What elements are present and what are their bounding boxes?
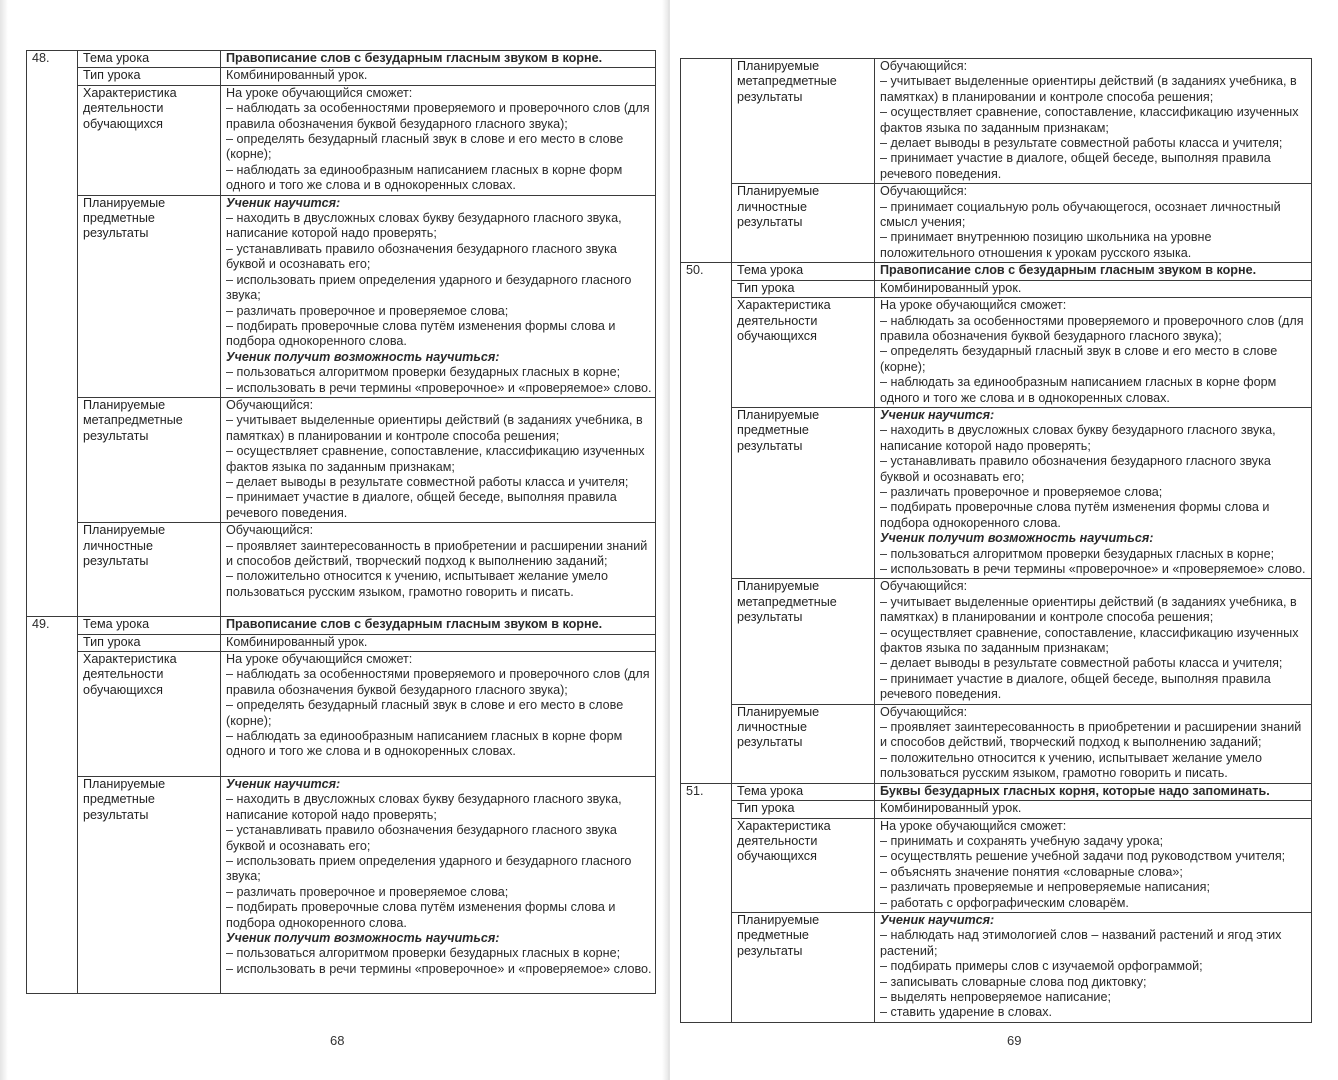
row-content xyxy=(875,818,1312,912)
content-line: – находить в двусложных словах букву безударного гласного звука, написание которой надо проверять; xyxy=(226,211,622,241)
row-label: Тема урока xyxy=(732,783,875,800)
lesson-topic xyxy=(875,783,1312,800)
lesson-number: 49. xyxy=(27,617,78,994)
row-label: Характеристика деятельности обучающихся xyxy=(78,85,221,195)
content-line: – учитывает выделенные ориентиры действий (в заданиях учебника, в памятках) в планировании и контроле способа решения; xyxy=(226,413,643,443)
content-line: Обучающийся: xyxy=(226,397,314,412)
content-line: – принимать и сохранять учебную задачу урока; xyxy=(880,833,1164,848)
content-line: – использовать в речи термины «проверочное» и «проверяемое» слово. xyxy=(880,562,1306,576)
lesson-row xyxy=(681,407,1312,578)
lesson-row xyxy=(681,912,1312,1022)
row-content xyxy=(875,579,1312,704)
content-line: – проявляет заинтересованность в приобретении и расширении знаний и способов действий, творческий подход к выполнению заданий; xyxy=(226,538,648,568)
row-label: Тема урока xyxy=(732,263,875,280)
subheading: Ученик научится: xyxy=(226,195,341,210)
row-label: Тип урока xyxy=(78,634,221,651)
row-label: Планируемые личностные результаты xyxy=(732,184,875,263)
content-line: – делает выводы в результате совместной работы класса и учителя; xyxy=(880,136,1283,151)
content-line: – работать с орфографическим словарём. xyxy=(880,895,1129,910)
content-line: – подбирать проверочные слова путём изменения формы слова и подбора однокоренного слова. xyxy=(880,500,1270,530)
content-line: – пользоваться алгоритмом проверки безударных гласных в корне; xyxy=(880,546,1275,561)
row-label: Планируемые личностные результаты xyxy=(732,704,875,783)
page-right xyxy=(670,0,1338,1080)
subheading: Ученик научится: xyxy=(880,407,995,422)
content-line: – устанавливать правило обозначения безударного гласного звука буквой и осознавать его; xyxy=(226,241,617,272)
content-line: – делает выводы в результате совместной работы класса и учителя; xyxy=(880,656,1283,671)
subheading: Ученик получит возможность научиться: xyxy=(226,349,500,364)
subheading: Ученик научится: xyxy=(880,912,995,927)
content-line: – определять безударный гласный звук в слове и его место в слове (корне); xyxy=(226,698,624,728)
content-line: Комбинированный урок. xyxy=(226,634,368,649)
content-line: Обучающийся: xyxy=(880,184,968,199)
content-line: – определять безударный гласный звук в слове и его место в слове (корне); xyxy=(226,132,624,162)
row-label: Характеристика деятельности обучающихся xyxy=(732,818,875,912)
lesson-topic xyxy=(221,51,656,68)
content-line: – находить в двусложных словах букву безударного гласного звука, написание которой надо проверять; xyxy=(880,423,1276,453)
content-line: – осуществляет сравнение, сопоставление, классификацию изученных фактов языка по заданным признакам; xyxy=(880,105,1299,135)
row-label: Планируемые предметные результаты xyxy=(732,407,875,578)
content-line: – принимает участие в диалоге, общей беседе, выполняя правила речевого поведения. xyxy=(226,490,617,520)
lesson-row xyxy=(27,68,656,85)
lesson-row xyxy=(681,59,1312,184)
content-line: Обучающийся: xyxy=(880,704,968,719)
content-line: – ставить ударение в словах. xyxy=(880,1005,1053,1020)
row-content xyxy=(221,523,656,617)
topic-text: Правописание слов с безударным гласным звуком в корне. xyxy=(226,617,603,632)
row-content xyxy=(221,652,656,777)
lesson-number: 48. xyxy=(27,51,78,617)
subheading: Ученик получит возможность научиться: xyxy=(226,930,500,945)
content-line: – наблюдать над этимологией слов – названий растений и ягод этих растений; xyxy=(880,928,1282,958)
content-line: – подбирать примеры слов с изучаемой орфограммой; xyxy=(880,959,1203,974)
lesson-row xyxy=(681,704,1312,783)
row-content xyxy=(875,184,1312,263)
row-content xyxy=(221,195,656,397)
content-line: Комбинированный урок. xyxy=(880,801,1022,816)
row-content xyxy=(221,68,656,85)
row-content xyxy=(875,298,1312,408)
content-line: – осуществляет сравнение, сопоставление, классификацию изученных фактов языка по заданным признакам; xyxy=(880,625,1299,656)
content-line: – объяснять значение понятия «словарные слова»; xyxy=(880,864,1183,879)
lesson-row xyxy=(27,85,656,195)
lesson-row xyxy=(27,523,656,617)
page-number: 68 xyxy=(330,1033,345,1048)
content-line: – наблюдать за единообразным написанием гласных в корне форм одного и того же слова и в однокоренных словах. xyxy=(226,162,623,193)
content-line: – принимает участие в диалоге, общей беседе, выполняя правила речевого поведения. xyxy=(880,151,1271,181)
content-line: – положительно относится к учению, испытывает желание умело пользоваться русским языком, грамотно говорить и писать. xyxy=(226,569,608,599)
row-label: Тема урока xyxy=(78,51,221,68)
content-line: – устанавливать правило обозначения безударного гласного звука буквой и осознавать его; xyxy=(880,454,1271,484)
page-edge-shadow xyxy=(0,0,8,1080)
row-label: Характеристика деятельности обучающихся xyxy=(78,652,221,777)
lesson-row xyxy=(27,776,656,993)
content-line: – осуществляет сравнение, сопоставление, классификацию изученных фактов языка по заданным признакам; xyxy=(226,444,645,474)
subheading: Ученик получит возможность научиться: xyxy=(880,531,1154,546)
lesson-row xyxy=(681,783,1312,800)
lesson-plan-table xyxy=(680,58,1312,1023)
content-line: – различать проверочное и проверяемое слова; xyxy=(880,484,1163,499)
row-label: Тип урока xyxy=(732,801,875,818)
topic-text: Буквы безударных гласных корня, которые надо запоминать. xyxy=(880,783,1270,798)
lesson-row xyxy=(27,652,656,777)
content-line: – положительно относится к учению, испытывает желание умело пользоваться русским языком, грамотно говорить и писать. xyxy=(880,750,1262,781)
lesson-row xyxy=(27,195,656,397)
content-line: – различать проверяемые и непроверяемые написания; xyxy=(880,880,1210,895)
row-content xyxy=(221,85,656,195)
content-line: – наблюдать за единообразным написанием гласных в корне форм одного и того же слова и в однокоренных словах. xyxy=(226,729,623,759)
content-line: – использовать прием определения ударного и безударного гласного звука; xyxy=(226,853,632,884)
content-line: – записывать словарные слова под диктовку; xyxy=(880,974,1147,989)
row-content xyxy=(875,280,1312,297)
lesson-row xyxy=(681,263,1312,280)
content-line: – осуществлять решение учебной задачи под руководством учителя; xyxy=(880,849,1286,864)
lesson-row xyxy=(681,801,1312,818)
content-line: Обучающийся: xyxy=(226,523,314,538)
row-label: Планируемые предметные результаты xyxy=(78,776,221,993)
content-line: Комбинированный урок. xyxy=(226,68,368,83)
content-line: На уроке обучающийся сможет: xyxy=(226,85,413,100)
row-content xyxy=(875,59,1312,184)
content-line: – подбирать проверочные слова путём изменения формы слова и подбора однокоренного слова. xyxy=(226,900,616,930)
content-line: – использовать в речи термины «проверочное» и «проверяемое» слово. xyxy=(226,380,652,395)
lesson-number: 50. xyxy=(681,263,732,783)
content-line: – проявляет заинтересованность в приобретении и расширении знаний и способов действий, творческий подход к выполнению заданий; xyxy=(880,720,1302,750)
lesson-topic xyxy=(221,617,656,634)
topic-text: Правописание слов с безударным гласным звуком в корне. xyxy=(880,263,1257,278)
row-label: Характеристика деятельности обучающихся xyxy=(732,298,875,408)
row-content xyxy=(875,912,1312,1022)
lesson-topic xyxy=(875,263,1312,280)
content-line: – выделять непроверяемое написание; xyxy=(880,989,1111,1004)
content-line: – различать проверочное и проверяемое слова; xyxy=(226,884,509,899)
row-label: Планируемые метапредметные результаты xyxy=(78,397,221,522)
row-label: Планируемые личностные результаты xyxy=(78,523,221,617)
row-content xyxy=(221,776,656,993)
row-label: Планируемые метапредметные результаты xyxy=(732,59,875,184)
content-line: – различать проверочное и проверяемое слова; xyxy=(226,303,509,318)
row-label: Тип урока xyxy=(78,68,221,85)
content-line: – наблюдать за особенностями проверяемого и проверочного слов (для правила обозначения буквой безударного гласного звука); xyxy=(226,101,650,131)
content-line: Обучающийся: xyxy=(880,579,968,594)
row-content xyxy=(875,704,1312,783)
content-line: – использовать прием определения ударного и безударного гласного звука; xyxy=(226,272,632,303)
content-line: – принимает участие в диалоге, общей беседе, выполняя правила речевого поведения. xyxy=(880,671,1271,702)
topic-text: Правописание слов с безударным гласным звуком в корне. xyxy=(226,51,603,65)
row-label: Планируемые метапредметные результаты xyxy=(732,579,875,704)
content-line: – подбирать проверочные слова путём изменения формы слова и подбора однокоренного слова. xyxy=(226,318,616,349)
row-content xyxy=(875,801,1312,818)
page-left xyxy=(0,0,668,1080)
lesson-number: 51. xyxy=(681,783,732,1022)
row-label: Планируемые предметные результаты xyxy=(78,195,221,397)
lesson-row xyxy=(681,298,1312,408)
row-content xyxy=(221,634,656,651)
lesson-row xyxy=(27,51,656,68)
row-content xyxy=(875,407,1312,578)
content-line: – использовать в речи термины «проверочное» и «проверяемое» слово. xyxy=(226,961,652,976)
content-line: – принимает социальную роль обучающегося, осознает личностный смысл учения; xyxy=(880,199,1281,230)
content-line: – находить в двусложных словах букву безударного гласного звука, написание которой надо проверять; xyxy=(226,792,622,822)
content-line: На уроке обучающийся сможет: xyxy=(226,652,413,667)
lesson-row xyxy=(27,617,656,634)
content-line: – наблюдать за особенностями проверяемого и проверочного слов (для правила обозначения буквой безударного гласного звука); xyxy=(226,667,650,697)
content-line: – определять безударный гласный звук в слове и его место в слове (корне); xyxy=(880,344,1278,374)
content-line: – наблюдать за единообразным написанием гласных в корне форм одного и того же слова и в однокоренных словах. xyxy=(880,375,1277,405)
content-line: На уроке обучающийся сможет: xyxy=(880,818,1067,833)
row-label: Планируемые предметные результаты xyxy=(732,912,875,1022)
lesson-row xyxy=(27,634,656,651)
lesson-row xyxy=(27,397,656,522)
content-line: – устанавливать правило обозначения безударного гласного звука буквой и осознавать его; xyxy=(226,823,617,853)
lesson-number xyxy=(681,59,732,263)
content-line: Обучающийся: xyxy=(880,59,968,73)
lesson-plan-table xyxy=(26,50,656,994)
content-line: – наблюдать за особенностями проверяемого и проверочного слов (для правила обозначения буквой безударного гласного звука); xyxy=(880,313,1304,343)
subheading: Ученик научится: xyxy=(226,776,341,791)
row-label: Тип урока xyxy=(732,280,875,297)
content-line: На уроке обучающийся сможет: xyxy=(880,298,1067,313)
content-line: – учитывает выделенные ориентиры действий (в заданиях учебника, в памятках) в планировании и контроле способа решения; xyxy=(880,74,1297,104)
lesson-row xyxy=(681,184,1312,263)
content-line: Комбинированный урок. xyxy=(880,280,1022,295)
lesson-row xyxy=(681,280,1312,297)
row-content xyxy=(221,397,656,522)
content-line: – принимает внутреннюю позицию школьника на уровне положительного отношения к урокам русского языка. xyxy=(880,230,1212,260)
content-line: – пользоваться алгоритмом проверки безударных гласных в корне; xyxy=(226,946,621,961)
lesson-row xyxy=(681,579,1312,704)
content-line: – делает выводы в результате совместной работы класса и учителя; xyxy=(226,474,629,489)
page-number: 69 xyxy=(1007,1033,1022,1048)
content-line: – учитывает выделенные ориентиры действий (в заданиях учебника, в памятках) в планировании и контроле способа решения; xyxy=(880,594,1297,625)
content-line: – пользоваться алгоритмом проверки безударных гласных в корне; xyxy=(226,365,621,380)
row-label: Тема урока xyxy=(78,617,221,634)
lesson-row xyxy=(681,818,1312,912)
